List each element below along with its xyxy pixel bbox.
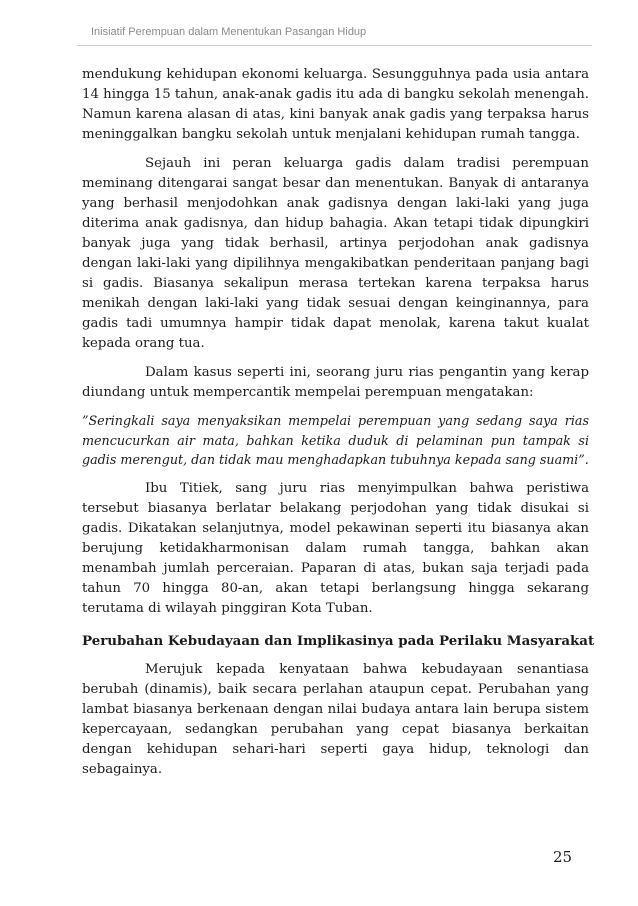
paragraph-1: mendukung kehidupan ekonomi keluarga. Sesungguhnya pada usia antara 14 hingga 15 tahun, anak-anak gadis itu ada di bangku sekolah menengah. Namun karena alasan di atas, kini banyak anak gadis yang terpaksa harus meninggalkan bangku sekolah untuk menjalani kehidupan rumah tangga. [82, 67, 589, 142]
header-divider [77, 45, 592, 46]
section-heading: Perubahan Kebudayaan dan Implikasinya pada Perilaku Masyarakat [82, 632, 595, 649]
page-number: 25 [553, 848, 573, 866]
running-header: Inisiatif Perempuan dalam Menentukan Pasangan Hidup [91, 26, 367, 38]
paragraph-5: Merujuk kepada kenyataan bahwa kebudayaan senantiasa berubah (dinamis), baik secara perlahan ataupun cepat. Perubahan yang lambat biasanya berkenaan dengan nilai budaya antara lain berupa sistem kepercayaan, sedangkan perubahan yang cepat biasanya berkaitan dengan kehidupan sehari-hari seperti gaya hidup, teknologi dan sebagainya. [82, 661, 589, 777]
paragraph-4: Ibu Titiek, sang juru rias menyimpulkan bahwa peristiwa tersebut biasanya berlatar belakang perjodohan yang tidak disukai si gadis. Dikatakan selanjutnya, model pekawinan seperti itu biasanya akan berujung ketidakharmonisan dalam rumah tangga, bahkan akan menambah jumlah perceraian. Paparan di atas, bukan saja terjadi pada tahun 70 hingga 80-an, akan tetapi berlangsung hingga sekarang terutama di wilayah pinggiran Kota Tuban. [82, 480, 589, 616]
paragraph-2: Sejauh ini peran keluarga gadis dalam tradisi perempuan meminang ditengarai sangat besar dan menentukan. Banyak di antaranya yang berhasil menjodohkan anak gadisnya dengan laki-laki yang juga diterima anak gadisnya, dan hidup bahagia. Akan tetapi tidak dipungkiri banyak juga yang tidak berhasil, artinya perjodohan anak gadisnya dengan laki-laki yang dipilihnya mengakibatkan penderitaan panjang bagi si gadis. Biasanya sekalipun merasa tertekan karena terpaksa harus menikah dengan laki-laki yang tidak sesuai dengan keinginannya, para gadis tadi umumnya hampir tidak dapat menolak, karena takut kualat kepada orang tua. [82, 156, 589, 351]
page-body [82, 65, 595, 780]
block-quote: ”Seringkali saya menyaksikan mempelai perempuan yang sedang saya rias mencucurkan air mata, bahkan ketika duduk di pelaminan pun tampak si gadis merengut, dan tidak mau menghadapkan tubuhnya kepada sang suami”. [82, 413, 589, 467]
paragraph-3: Dalam kasus seperti ini, seorang juru rias pengantin yang kerap diundang untuk mempercantik mempelai perempuan mengatakan: [82, 365, 589, 400]
